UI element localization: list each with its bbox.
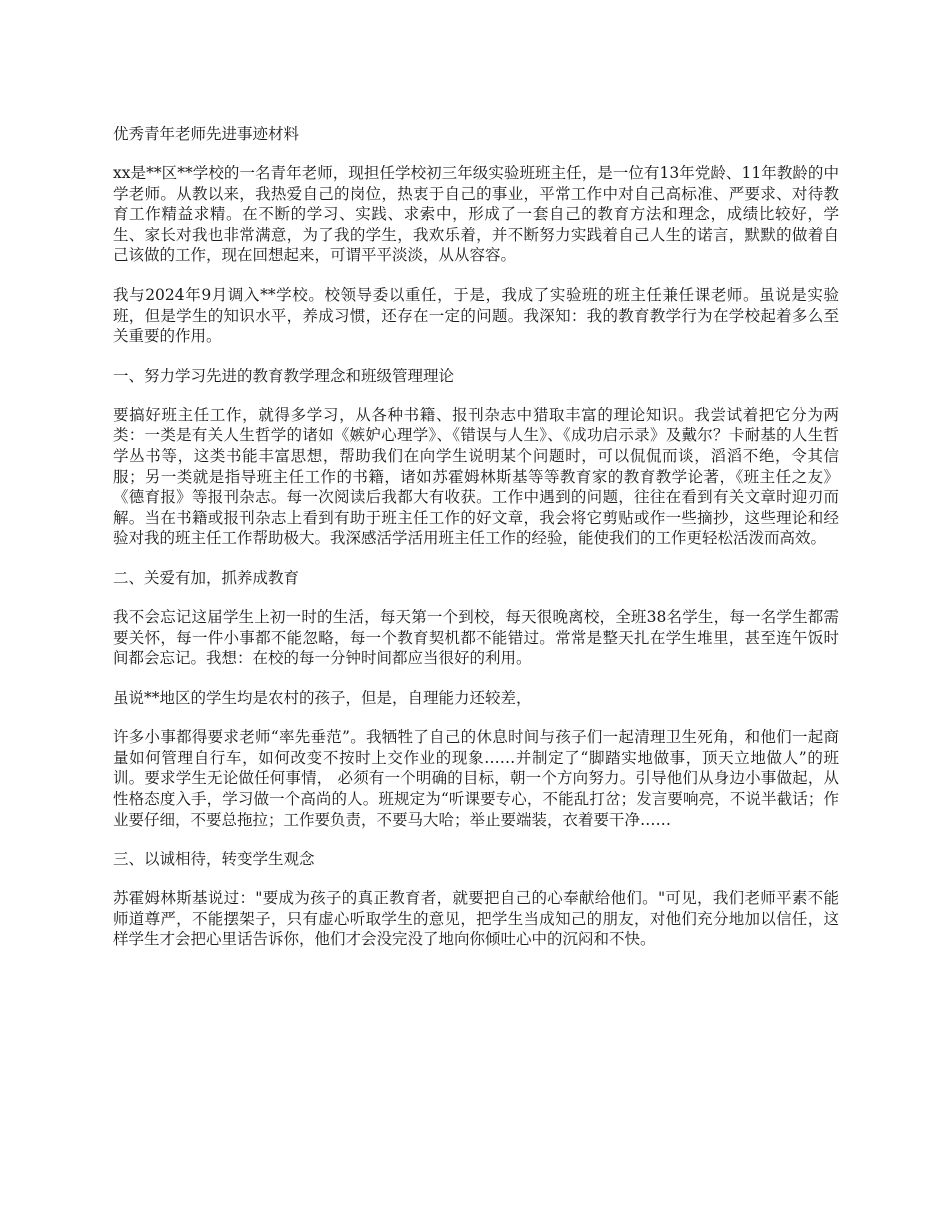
section-heading-1: 一、努力学习先进的教育教学理念和班级管理理论 — [113, 366, 455, 385]
paragraph-transfer: 我与2024年9月调入**学校。校领导委以重任，于是，我成了实验班的班主任兼任课老师。虽说是实验班，但是学生的知识水平，养成习惯，还存在一定的问题。我深知：我的教育教学行为在学校起着多么至关重要的作用。 — [113, 285, 839, 346]
paragraph-care: 我不会忘记这届学生上初一时的生活，每天第一个到校，每天很晚离校，全班38名学生，每一名学生都需要关怀，每一件小事都不能忽略，每一个教育契机都不能错过。常常是整天扎在学生堆里，甚至连午饭时间都会忘记。我想：在校的每一分钟时间都应当很好的利用。 — [113, 607, 839, 668]
document-page — [113, 124, 839, 969]
paragraph-sincerity: 苏霍姆林斯基说过："要成为孩子的真正教育者，就要把自己的心奉献给他们。"可见，我们老师平素不能师道尊严，不能摆架子，只有虚心听取学生的意见，把学生当成知己的朋友，对他们充分地加以信任，这样学生才会把心里话告诉你，他们才会没完没了地向你倾吐心中的沉闷和不快。 — [113, 889, 839, 949]
section-heading-3: 三、以诚相待，转变学生观念 — [113, 850, 315, 869]
document-title: 优秀青年老师先进事迹材料 — [113, 125, 300, 143]
paragraph-rural-students: 虽说**地区的学生均是农村的孩子，但是，自理能力还较差， — [113, 688, 532, 707]
paragraph-class-rules: 许多小事都得要求老师“率先垂范”。我牺牲了自己的休息时间与孩子们一起清理卫生死角，和他们一起商量如何管理自行车，如何改变不按时上交作业的现象……并制定了“脚踏实地做事，顶天立地做人”的班训。要求学生无论做任何事情， 必须有一个明确的目标，朝一个方向努力。引导他们从身边小事做起，从性格态度入手，学习做一个高尚的人。班规定为“听课要专心，不能乱打岔；发言要响亮，不说半截话；作业要仔细，不要总拖拉；工作要负责，不要马大哈；举止要端装，衣着要干净…… — [113, 728, 839, 829]
section-heading-2: 二、关爱有加，抓养成教育 — [113, 568, 300, 587]
paragraph-intro: xx是**区**学校的一名青年老师，现担任学校初三年级实验班班主任，是一位有13年党龄、11年教龄的中学老师。从教以来，我热爱自己的岗位，热衷于自己的事业，平常工作中对自己高标准、严要求、对待教育工作精益求精。在不断的学习、实践、求索中，形成了一套自己的教育方法和理念，成绩比较好，学生、家长对我也非常满意，为了我的学生，我欢乐着，并不断努力实践着自己人生的诺言，默默的做着自己该做的工作，现在回想起来，可谓平平淡淡，从从容容。 — [113, 164, 839, 265]
paragraph-study: 要搞好班主任工作，就得多学习，从各种书籍、报刊杂志中猎取丰富的理论知识。我尝试着把它分为两类：一类是有关人生哲学的诸如《嫉妒心理学》、《错误与人生》、《成功启示录》及戴尔？卡耐基的人生哲学丛书等，这类书能丰富思想，帮助我们在向学生说明某个问题时，可以侃侃而谈，滔滔不绝，令其信服；另一类就是指导班主任工作的书籍，诸如苏霍姆林斯基等等教育家的教育教学论著，《班主任之友》《德育报》等报刊杂志。每一次阅读后我都大有收获。工作中遇到的问题，往往在看到有关文章时迎刃而解。当在书籍或报刊杂志上看到有助于班主任工作的好文章，我会将它剪贴或作一些摘抄，这些理论和经验对我的班主任工作帮助极大。我深感活学活用班主任工作的经验，能使我们的工作更轻松活泼而高效。 — [113, 405, 839, 548]
